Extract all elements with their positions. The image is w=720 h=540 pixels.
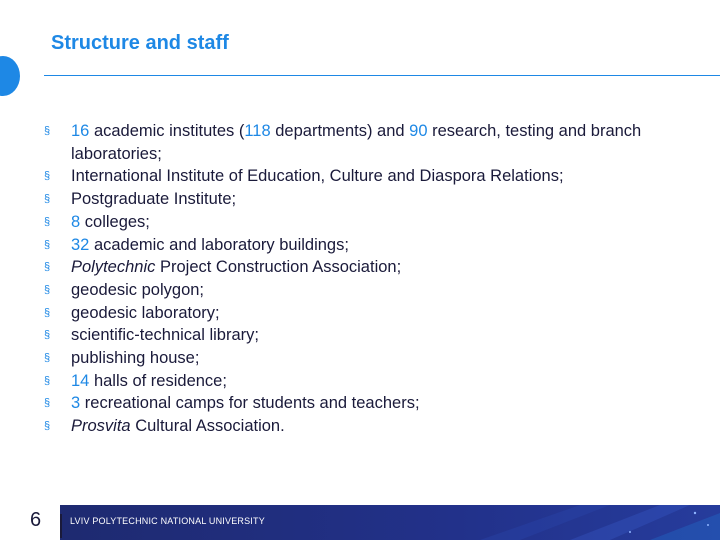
bullet-item [44, 370, 684, 393]
bullet-item [44, 211, 684, 234]
bullet-italic-text: Prosvita [71, 417, 131, 436]
bullet-marker-icon: § [44, 170, 51, 183]
bullet-text: research, testing and branch laboratories; [71, 122, 642, 163]
bullet-item [44, 392, 684, 415]
bullet-text: Postgraduate Institute; [71, 190, 237, 209]
page-number: 6 [30, 509, 42, 531]
title-divider [44, 75, 720, 76]
footer-university-name: LVIV POLYTECHNIC NATIONAL UNIVERSITY [70, 516, 265, 526]
bullet-item [44, 120, 684, 165]
bullet-marker-icon: § [44, 238, 51, 251]
bullet-text: geodesic polygon; [71, 280, 205, 299]
decorative-blue-circle [0, 56, 20, 96]
bullet-item [44, 324, 684, 347]
bullet-text: halls of residence; [89, 371, 227, 390]
slide-footer [0, 505, 720, 540]
bullet-text: departments) and [270, 122, 410, 140]
bullet-number: 90 [409, 122, 428, 140]
bullet-number: 8 [71, 212, 81, 231]
bullet-text: publishing house; [71, 349, 200, 368]
bullet-item [44, 234, 684, 257]
bullet-marker-icon: § [44, 397, 51, 410]
bullet-marker-icon: § [44, 420, 51, 433]
bullet-text: International Institute of Education, Culture and Diaspora Relations; [71, 167, 564, 186]
bullet-number: 32 [71, 235, 90, 254]
bullet-text: geodesic laboratory; [71, 303, 220, 322]
bullet-marker-icon: § [44, 374, 51, 387]
footer-separator [60, 514, 62, 538]
bullet-item [44, 347, 684, 370]
bullet-item [44, 165, 684, 188]
bullet-text: academic and laboratory buildings; [89, 235, 349, 254]
bullet-item [44, 188, 684, 211]
bullet-text: scientific-technical library; [71, 326, 259, 345]
bullet-italic-text: Polytechnic [71, 258, 156, 277]
bullet-text: recreational camps for students and teachers; [80, 394, 420, 413]
bullet-marker-icon: § [44, 306, 51, 319]
bullet-item [44, 256, 684, 279]
bullet-item [44, 302, 684, 325]
footer-pattern-icon [460, 505, 720, 540]
bullet-text: academic institutes ( [89, 122, 245, 140]
bullet-number: 3 [71, 394, 81, 413]
bullet-number: 16 [71, 122, 90, 140]
bullet-text: Project Construction Association; [155, 258, 402, 277]
bullet-text: colleges; [80, 212, 150, 231]
bullet-marker-icon: § [44, 261, 51, 274]
bullet-marker-icon: § [44, 283, 51, 296]
bullet-marker-icon: § [44, 125, 51, 137]
bullet-marker-icon: § [44, 215, 51, 228]
bullet-number: 118 [244, 122, 271, 140]
bullet-number: 14 [71, 371, 90, 390]
bullet-marker-icon: § [44, 329, 51, 342]
bullet-marker-icon: § [44, 193, 51, 206]
slide-title: Structure and staff [51, 32, 229, 54]
bullet-list [44, 120, 684, 438]
bullet-item [44, 415, 684, 438]
bullet-text: Cultural Association. [130, 417, 285, 436]
bullet-marker-icon: § [44, 352, 51, 365]
bullet-item [44, 279, 684, 302]
